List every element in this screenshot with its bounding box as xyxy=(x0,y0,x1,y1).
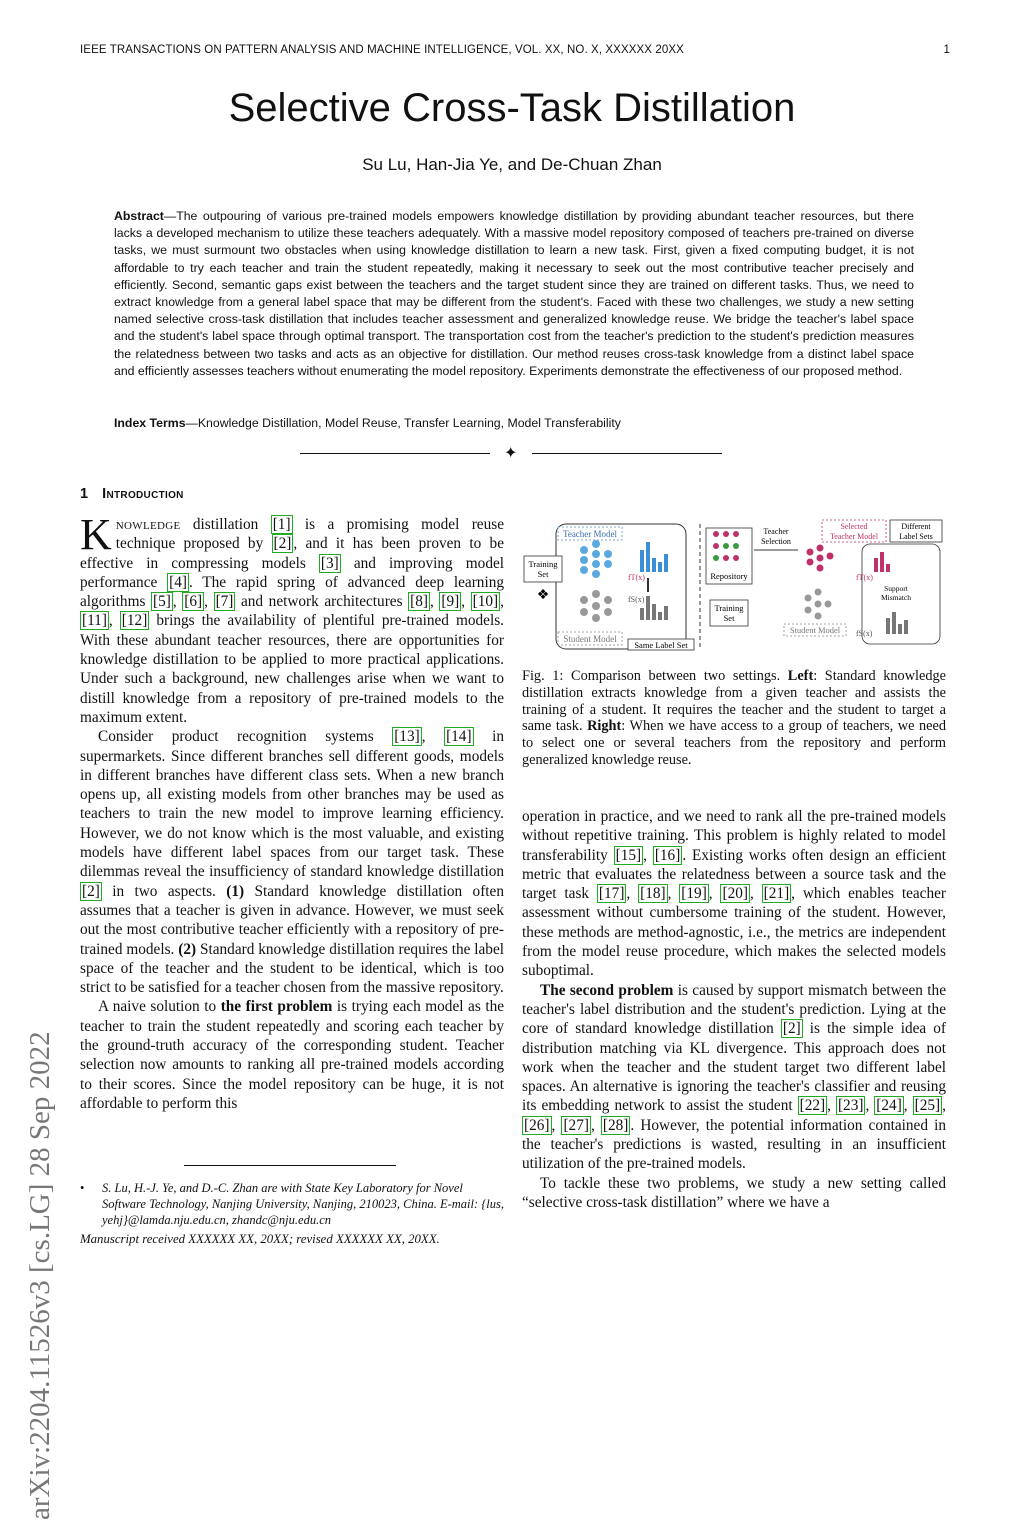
text-run: , xyxy=(108,612,120,630)
text-run: , xyxy=(865,1097,875,1115)
citation-link[interactable]: [16] xyxy=(654,846,681,864)
caption-label: Fig. 1: xyxy=(522,668,564,684)
bold-phrase: The second problem xyxy=(540,981,674,999)
page-number: 1 xyxy=(943,44,950,56)
author-list: Su Lu, Han-Jia Ye, and De-Chuan Zhan xyxy=(362,155,662,174)
teacher-bars-left xyxy=(640,542,668,572)
footnote-text: S. Lu, H.-J. Ye, and D.-C. Zhan are with State Key Laboratory for Novel Software Technology, Nanjing University, Nanjing, 210023, China. E-mail: {lus, yehj}@lamda.nju.edu.cn, zhandc@nju.edu.cn xyxy=(102,1181,504,1227)
citation-link[interactable]: [20] xyxy=(722,885,748,903)
fs-label-left: fS(x) xyxy=(628,595,645,604)
citation-link[interactable]: [4] xyxy=(169,573,187,591)
figure-caption xyxy=(522,668,946,769)
left-column xyxy=(80,510,505,1113)
different-label-sets-label-1: Different xyxy=(901,522,931,531)
training-set-label-1: Training xyxy=(528,559,558,569)
text-run: is trying each model as the teacher to train the student repeatedly and scoring each teacher by the ground-truth accuracy of the corresponding student. Teacher selection now amounts to ranking all pre-trained models according to their scores. Since the model repository can be huge, it is not affordable to perform this xyxy=(80,998,505,1112)
paper-title: Selective Cross-Task Distillation xyxy=(228,86,796,130)
training-set-right-label-1: Training xyxy=(714,603,744,613)
teacher-model-label: Teacher Model xyxy=(562,529,618,539)
ft-label-left: fT(x) xyxy=(628,573,645,582)
selected-teacher-label-2: Teacher Model xyxy=(829,532,879,541)
footnote xyxy=(80,1180,504,1228)
paragraph xyxy=(522,807,946,981)
paragraph xyxy=(80,727,504,997)
text-run: . However, the potential information contained in the teacher's predictions is wasted, resulting in an insufficient utilization of the pre-trained models. xyxy=(522,1116,947,1173)
teacher-bars-right xyxy=(874,552,890,572)
text-run: , xyxy=(942,1097,946,1115)
text-run: distillation xyxy=(180,516,271,533)
selected-teacher-network-icon xyxy=(807,545,834,572)
citation-link[interactable]: [2] xyxy=(782,1020,801,1038)
running-title: IEEE TRANSACTIONS ON PATTERN ANALYSIS AND MACHINE INTELLIGENCE, VOL. XX, NO. X, XXXXXX 20XX xyxy=(80,44,684,56)
paragraph xyxy=(522,981,946,1174)
text-run: , xyxy=(204,593,214,611)
citation-link[interactable]: [12] xyxy=(121,612,148,630)
text-run: brings the availability of plentiful pre-trained models. With these abundant teacher resources, there are opportunities for knowledge distillation to be applied to more practical applications. Under such a background, new challenges arise when we want to distill knowledge from a repository of pre-trained models to the maximum extent. xyxy=(80,612,504,726)
student-network-icon-right xyxy=(805,589,832,620)
text-run: and network architectures xyxy=(235,593,409,611)
bold-marker: (2) xyxy=(178,940,197,958)
citation-link[interactable]: [2] xyxy=(82,882,100,900)
text-run: , xyxy=(643,846,653,864)
figure-1 xyxy=(522,516,946,651)
citation-link[interactable]: [5] xyxy=(153,593,171,611)
citation-link[interactable]: [13] xyxy=(394,728,420,746)
student-bars-right xyxy=(886,612,908,634)
text-run: is caused by support mismatch between the teacher's label distribution and the student's prediction. Lying at the core of standard knowledge distillation xyxy=(522,981,946,1038)
text-run: , and it has been proven to be effective in compressing models xyxy=(80,535,504,572)
support-mismatch-label-1: Support xyxy=(884,584,908,593)
caption-right-label: Right xyxy=(587,718,622,735)
index-terms xyxy=(114,416,914,430)
paragraph xyxy=(80,997,504,1113)
manuscript-note: Manuscript received XXXXXX XX, 20XX; revised XXXXXX XX, 20XX. xyxy=(80,1232,440,1246)
text-run: A naive solution to xyxy=(98,998,221,1016)
text-run: , xyxy=(626,885,639,903)
caption-left-label: Left xyxy=(787,668,814,684)
citation-link[interactable]: [17] xyxy=(598,885,625,903)
text-run: Comparison between two settings. xyxy=(563,668,788,684)
right-column xyxy=(522,807,946,1212)
paragraph xyxy=(80,510,505,727)
dropbox-icon: ❖ xyxy=(536,588,550,603)
abstract-text: —The outpouring of various pre-trained models empowers knowledge distillation by providing abundant teacher resources, but there lacks a developed mechanism to utilize these teachers adequately. With a massive model repository composed of teachers pre-trained on diverse tasks, we must surmount two obstacles when using knowledge distillation to learn a new task. First, given a fixed computing budget, it is not affordable to try each teacher and train the student repeatedly, making it necessary to seek out the most contributive teacher precisely and efficiently. Second, semantic gaps exist between the teachers and the target student since they are trained on different tasks. Thus, we need to extract knowledge from a general label space that may be different from the student's. Faced with these two challenges, we study a new setting named selective cross-task distillation that includes teacher assessment and generalized knowledge reuse. We bridge the teacher's label space and the student's label space through optimal transport. The transportation cost from the teacher's prediction to the student's prediction measures the relatedness between two tasks and acts as an objective for distillation. Our method reuses cross-task knowledge from a distinct label space and efficiently assesses teachers without enumerating the model repository. Experiments demonstrate the effectiveness of our proposed method. xyxy=(114,209,914,378)
text-run: , xyxy=(827,1097,836,1115)
citation-link[interactable]: [15] xyxy=(615,846,642,864)
ft-label-right: fT(x) xyxy=(856,573,873,582)
repository-label: Repository xyxy=(710,571,748,581)
citation-link[interactable]: [3] xyxy=(320,554,339,572)
citation-link[interactable]: [2] xyxy=(273,535,292,553)
student-model-right-label: Student Model xyxy=(789,625,841,635)
citation-link[interactable]: [27] xyxy=(563,1116,589,1134)
left-panel-frame xyxy=(556,524,686,649)
fs-label-right: fS(x) xyxy=(856,629,873,638)
teacher-network-icon xyxy=(580,540,612,578)
student-model-label: Student Model xyxy=(563,634,617,644)
text-run: : Standard knowledge distillation extracts knowledge from a given teacher and assists the training of a student. It requires the teacher and the student to target a same task. xyxy=(522,668,946,735)
teacher-selection-label-1: Teacher xyxy=(763,527,789,536)
teacher-selection-label-2: Selection xyxy=(761,537,791,546)
text-run: is the simple idea of distribution matching via KL divergence. This approach does not work when the teacher and the student target two different label spaces. An alternative is ignoring the teacher's classifier and reusing its embedding network to assist the student xyxy=(522,1020,946,1115)
index-terms-label: Index Terms xyxy=(114,416,186,430)
bold-marker: (1) xyxy=(226,882,245,900)
text-run: . The rapid spring of advanced deep learning algorithms xyxy=(80,573,505,611)
text-run: , xyxy=(903,1097,913,1115)
separator-line-right xyxy=(532,453,722,454)
citation-link[interactable]: [18] xyxy=(640,885,666,903)
small-caps-lead: nowledge xyxy=(115,516,181,533)
selected-teacher-label-1: Selected xyxy=(840,522,868,531)
citation-link[interactable]: [26] xyxy=(524,1116,550,1134)
citation-link[interactable]: [19] xyxy=(681,885,707,903)
text-run: , xyxy=(667,885,680,903)
index-terms-text: —Knowledge Distillation, Model Reuse, Transfer Learning, Model Transferability xyxy=(185,416,621,430)
support-mismatch-label-2: Mismatch xyxy=(881,593,911,602)
citation-link[interactable]: [9] xyxy=(441,593,460,611)
text-run: , xyxy=(500,593,504,611)
citation-link[interactable]: [23] xyxy=(837,1097,864,1115)
citation-link[interactable]: [10] xyxy=(472,593,499,611)
section-heading xyxy=(80,486,184,502)
footnote-bullet: • xyxy=(80,1181,85,1195)
text-run: To tackle these two problems, we study a new setting called “selective cross-task distillation” where we have a xyxy=(522,1174,946,1211)
repository-network-icon xyxy=(713,531,739,561)
bold-phrase: the first problem xyxy=(220,998,333,1016)
text-run: , xyxy=(421,728,445,746)
training-set-label-2: Set xyxy=(537,569,549,579)
text-run: in two aspects. xyxy=(101,882,227,900)
abstract-label: Abstract xyxy=(114,209,164,223)
same-label-set-label: Same Label Set xyxy=(634,640,688,650)
citation-link[interactable]: [7] xyxy=(215,593,234,611)
separator-diamond-icon: ✦ xyxy=(504,443,518,462)
text-run: Standard knowledge distillation often assumes that a teacher is given in advance. However, we must seek out the most contributive teacher efficiently with a repository of pre-trained models. xyxy=(80,882,504,958)
citation-link[interactable]: [25] xyxy=(914,1097,941,1115)
citation-link[interactable]: [14] xyxy=(446,728,472,746)
section-title: Introduction xyxy=(102,486,184,502)
citation-link[interactable]: [22] xyxy=(799,1097,826,1115)
training-set-right-label-2: Set xyxy=(723,613,735,623)
abstract xyxy=(114,208,914,380)
text-run: . Existing works often design an efficient metric that evaluates the relatedness between a source task and the target task xyxy=(522,846,947,903)
separator-line-left xyxy=(300,453,490,454)
text-run: operation in practice, and we need to rank all the pre-trained models without repetitive training. This problem is highly related to model transferability xyxy=(522,808,946,864)
citation-link[interactable]: [8] xyxy=(410,593,428,611)
section-number: 1 xyxy=(80,486,89,502)
text-run: , xyxy=(461,593,471,611)
student-network-icon xyxy=(580,590,612,622)
arxiv-watermark: arXiv:2204.11526v3 [cs.LG] 28 Sep 2022 xyxy=(24,1031,56,1520)
running-header xyxy=(80,44,950,56)
paragraph xyxy=(522,1174,946,1213)
citation-link[interactable]: [28] xyxy=(602,1116,629,1134)
text-run: in supermarkets. Since different branches sell different goods, models in different branches have different class sets. When a new branch opens up, all existing models from other branches may be used as teachers to train the new model to improve learning efficiency. However, we do not know which is the most valuable, and existing models have different label spaces from our target task. These dilemmas reveal the insufficiency of standard knowledge distillation xyxy=(80,728,504,881)
section-separator xyxy=(300,443,724,462)
text-run: is a promising model reuse technique proposed by xyxy=(115,516,504,553)
citation-link[interactable]: [21] xyxy=(763,885,790,903)
text-run: Consider product recognition systems xyxy=(98,728,393,746)
text-run: , xyxy=(429,593,440,611)
text-run: : When we have access to a group of teachers, we need to select one or several teachers from the repository and perform generalized knowledge reuse. xyxy=(522,718,946,768)
drop-cap: K xyxy=(80,510,112,559)
text-run: , xyxy=(590,1116,601,1134)
text-run: Standard knowledge distillation requires the label space of the teacher and the student to be identical, which is too strict to be satisfied for a teacher chosen from the massive repository. xyxy=(80,940,504,997)
citation-link[interactable]: [11] xyxy=(82,612,107,630)
citation-link[interactable]: [6] xyxy=(184,593,203,611)
text-run: and improving model performance xyxy=(80,554,505,591)
text-run: , xyxy=(708,885,721,903)
citation-link[interactable]: [24] xyxy=(876,1097,902,1115)
figure-diagram xyxy=(522,516,946,651)
footnote-rule xyxy=(184,1165,396,1166)
text-run: , xyxy=(551,1116,562,1134)
different-label-sets-label-2: Label Sets xyxy=(899,532,933,541)
text-run: , xyxy=(172,593,183,611)
text-run: , which enables teacher assessment without cumbersome training of the student. However, these methods are method-agnostic, i.e., the metrics are independent from the model reuse procedure, which makes the selected models suboptimal. xyxy=(522,885,946,980)
text-run: , xyxy=(749,885,762,903)
citation-link[interactable]: [1] xyxy=(272,516,291,533)
